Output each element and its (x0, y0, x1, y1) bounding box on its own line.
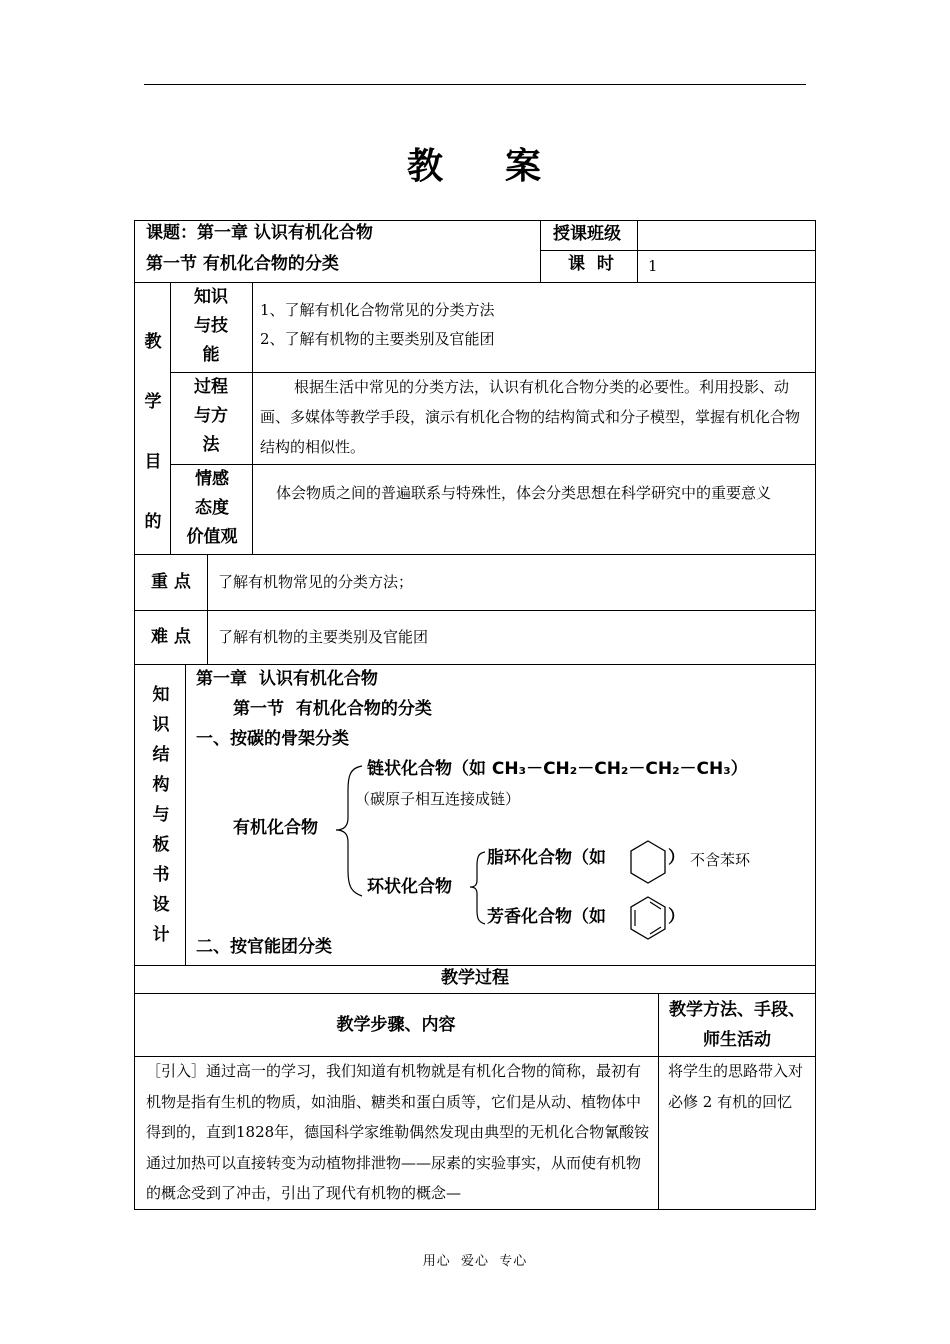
ring-compound: 环状化合物 (367, 877, 452, 897)
page-footer: 用心 爱心 专心 (422, 1254, 528, 1269)
topic-line-1: 课题：第一章 认识有机化合物 (146, 223, 373, 243)
alicyclic-compound: 脂环化合物（如 (487, 848, 606, 868)
process-label: 过程与方法 (194, 377, 228, 455)
difficulty-label: 难 点 (151, 627, 191, 647)
knowledge-item-2: 2、了解有机物的主要类别及官能团 (260, 330, 495, 348)
no-benzene-note: 不含苯环 (690, 851, 751, 869)
brace-organic-icon (332, 762, 372, 902)
cyclohexane-icon (628, 838, 668, 886)
board-part-1: 一、按碳的骨架分类 (196, 729, 349, 749)
key-point-label: 重 点 (151, 572, 191, 592)
process-method: 将学生的思路带入对必修 2 有机的回忆 (668, 1062, 804, 1111)
board-section: 第一节 有机化合物的分类 (233, 699, 432, 719)
topic-line-2: 第一节 有机化合物的分类 (146, 254, 339, 274)
period-value: 1 (648, 257, 658, 275)
aromatic-close: ） (668, 907, 685, 927)
title-char-1: 教 (406, 146, 445, 187)
objectives-label: 教学目的 (144, 332, 162, 532)
difficulty-text: 了解有机物的主要类别及官能团 (218, 628, 429, 646)
benzene-icon (628, 894, 668, 942)
board-part-2: 二、按官能团分类 (196, 937, 332, 957)
process-text: 根据生活中常见的分类方法，认识有机化合物分类的必要性。利用投影、动画、多媒体等教学手段，演示有机化合物的结构简式和分子模型，掌握有机化合物结构的相似性。 (260, 378, 801, 456)
knowledge-item-1: 1、了解有机化合物常见的分类方法 (260, 301, 495, 319)
emotion-text: 体会物质之间的普遍联系与特殊性，体会分类思想在科学研究中的重要意义 (276, 484, 772, 502)
chain-note: （碳原子相互连接成链） (355, 790, 521, 808)
knowledge-label: 知识与技能 (194, 287, 228, 365)
brace-ring-icon (467, 848, 491, 928)
chain-compound: 链状化合物（如 CH₃－CH₂－CH₂－CH₂－CH₃） (367, 759, 748, 779)
process-section-title: 教学过程 (441, 968, 509, 988)
class-label: 授课班级 (553, 224, 621, 244)
method-header-line-2: 师生活动 (703, 1030, 771, 1050)
alicyclic-close: ） (668, 848, 685, 868)
process-col-method-header (658, 995, 816, 1055)
key-point-text: 了解有机物常见的分类方法； (218, 573, 414, 591)
header-rule (144, 84, 806, 85)
process-content: ［引入］通过高一的学习，我们知道有机物就是有机化合物的简称，最初有机物是指有生机的物质，如油脂、糖类和蛋白质等，它们是从动、植物体中得到的，直到1828年，德国科学家维勒偶然发现由典型的无机化合物氰酸铵通过加热可以直接转变为动植物排泄物——尿素的实验事实，从而使有机物的概念受到了冲击，引出了现代有机物的概念— (146, 1062, 650, 1202)
board-label: 知识结构与板书设计 (152, 685, 170, 945)
emotion-label (176, 465, 248, 552)
emotion-label-line-2: 态度 (195, 498, 229, 518)
emotion-label-line-3: 价值观 (186, 527, 238, 547)
aromatic-compound: 芳香化合物（如 (487, 907, 606, 927)
process-col-content-header: 教学步骤、内容 (336, 1015, 456, 1035)
organic-compound: 有机化合物 (233, 818, 318, 838)
method-header-line-1: 教学方法、手段、 (669, 1000, 805, 1020)
emotion-label-line-1: 情感 (195, 469, 229, 489)
board-chapter: 第一章 认识有机化合物 (196, 669, 378, 689)
document-title (0, 138, 950, 189)
title-char-2: 案 (505, 146, 544, 187)
period-label: 课 时 (568, 254, 614, 274)
